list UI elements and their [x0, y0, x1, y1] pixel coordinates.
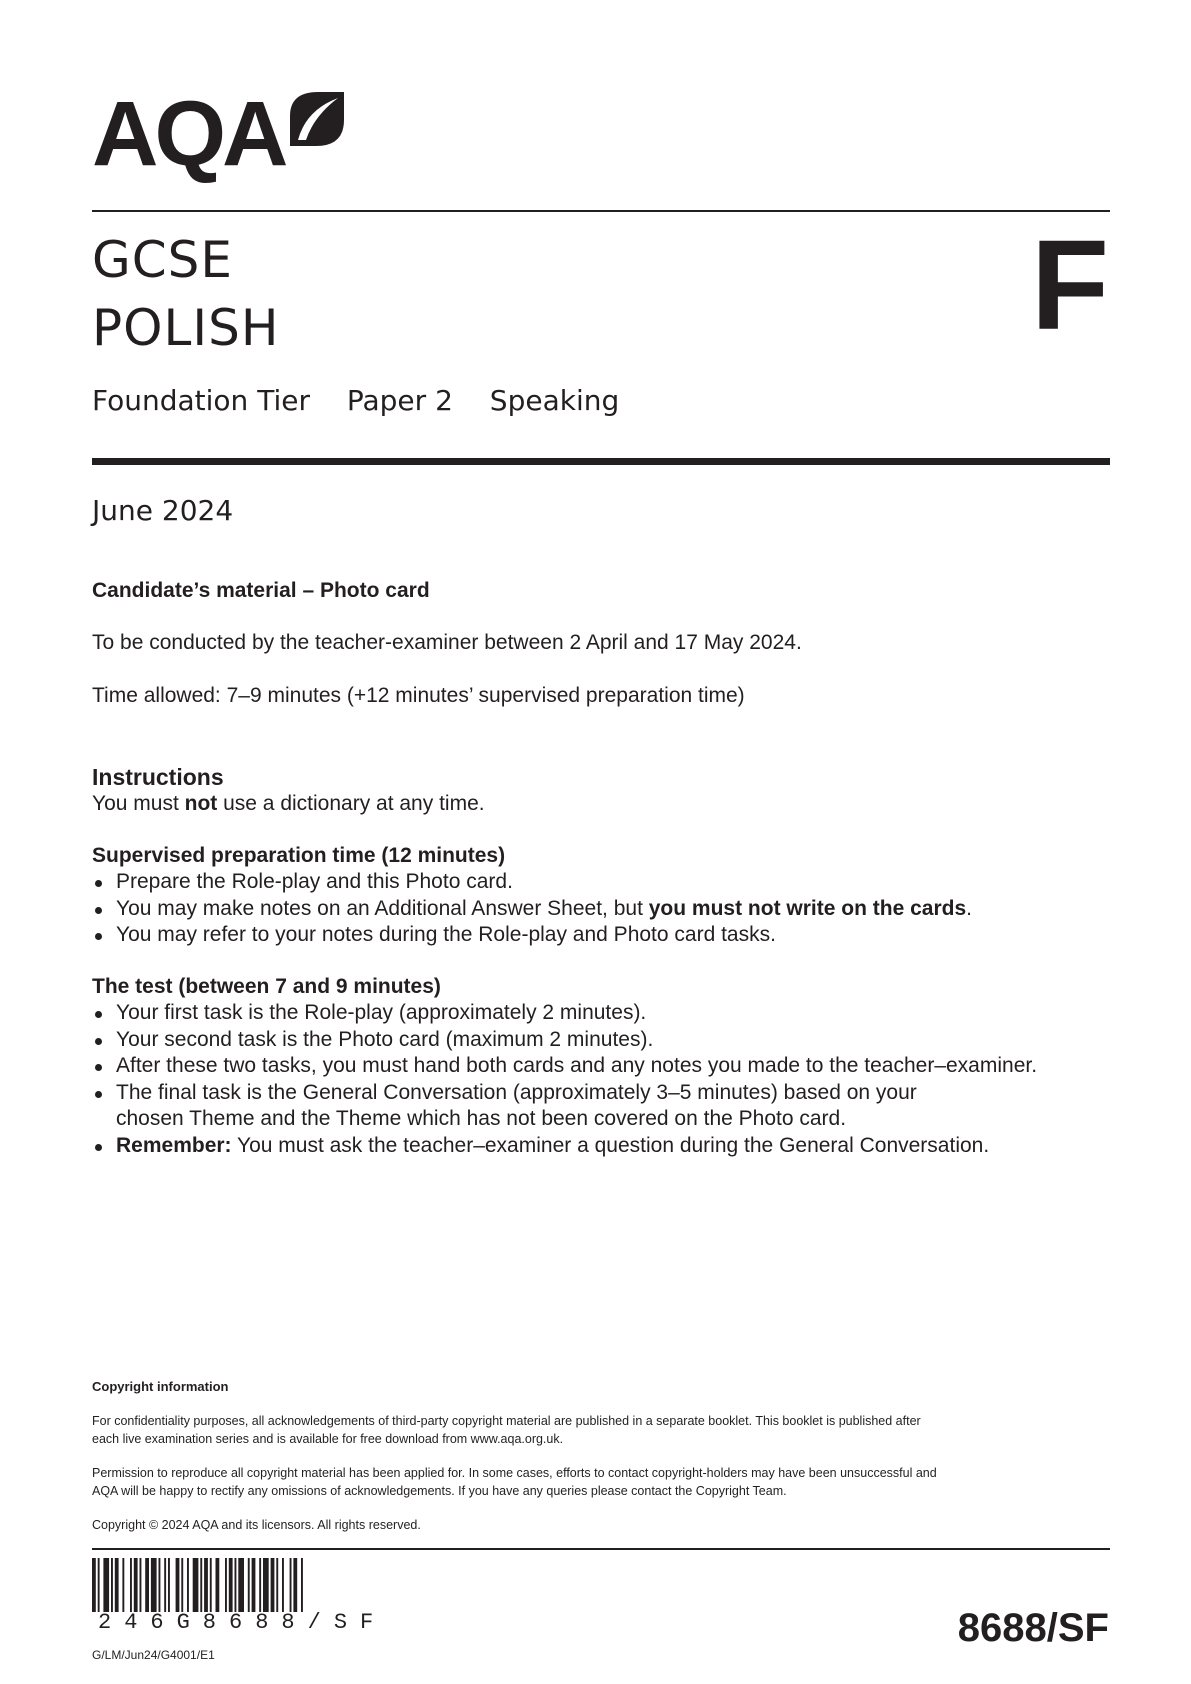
material-title: Candidate’s material – Photo card — [92, 579, 430, 602]
test-heading: The test (between 7 and 9 minutes) — [92, 975, 441, 998]
footer-rule — [92, 1548, 1110, 1550]
tier-label: Foundation Tier — [92, 384, 310, 417]
paper-code: 8688/SF — [957, 1606, 1109, 1650]
copyright-para-3: Copyright © 2024 AQA and its licensors. All rights reserved. — [92, 1518, 421, 1532]
qualification-title: GCSE — [92, 231, 233, 289]
barcode-digits: 246G8688/SF — [98, 1610, 387, 1635]
test-section — [92, 974, 1122, 1159]
barcode — [92, 1558, 444, 1612]
copyright-heading: Copyright information — [92, 1379, 229, 1394]
list-item: Prepare the Role-play and this Photo card. — [92, 869, 1110, 896]
instructions-section — [92, 763, 1110, 817]
preparation-list — [92, 869, 1110, 949]
copyright-section — [92, 1378, 1132, 1534]
list-item: Your first task is the Role-play (approximately 2 minutes). — [92, 1000, 1122, 1027]
list-item: After these two tasks, you must hand both cards and any notes you made to the teacher–examiner. — [92, 1053, 1122, 1080]
list-item: Remember: You must ask the teacher–examiner a question during the General Conversation. — [92, 1133, 1122, 1160]
instructions-line: You must not use a dictionary at any time. — [92, 792, 485, 815]
conducted-text: To be conducted by the teacher-examiner between 2 April and 17 May 2024. — [92, 631, 802, 654]
time-allowed-text: Time allowed: 7–9 minutes (+12 minutes’ supervised preparation time) — [92, 684, 745, 707]
preparation-heading: Supervised preparation time (12 minutes) — [92, 844, 506, 867]
list-item: Your second task is the Photo card (maximum 2 minutes). — [92, 1027, 1122, 1054]
paper-subtitle — [92, 384, 647, 418]
instructions-heading: Instructions — [92, 764, 224, 790]
tier-letter: F — [1030, 214, 1109, 357]
list-item: You may refer to your notes during the Role-play and Photo card tasks. — [92, 922, 1110, 949]
paper-label: Paper 2 — [346, 384, 453, 417]
copyright-para-1: For confidentiality purposes, all acknowledgements of third-party copyright material are published in a separate booklet. This booklet is published after each live examination series and is available for free download from www.aqa.org.uk. — [92, 1414, 921, 1446]
test-list — [92, 1000, 1122, 1159]
copyright-para-2: Permission to reproduce all copyright material has been applied for. In some cases, efforts to contact copyright-holders may have been unsuccessful and AQA will be happy to rectify any omissions of acknowledgements. If you have any queries please contact the Copyright Team. — [92, 1466, 937, 1498]
subject-title: POLISH — [92, 299, 280, 357]
job-code: G/LM/Jun24/G4001/E1 — [92, 1648, 215, 1662]
header-rule — [92, 458, 1110, 465]
exam-date: June 2024 — [92, 494, 234, 527]
leaf-icon — [288, 90, 344, 146]
list-item: The final task is the General Conversation (approximately 3–5 minutes) based on your chosen Theme and the Theme which has not been covered on the Photo card. — [92, 1080, 1122, 1133]
aqa-logo — [92, 83, 352, 185]
preparation-section — [92, 843, 1110, 949]
top-rule — [92, 210, 1110, 212]
list-item: You may make notes on an Additional Answer Sheet, but you must not write on the cards. — [92, 896, 1110, 923]
logo-text: AQA — [92, 83, 285, 185]
component-label: Speaking — [489, 384, 620, 417]
